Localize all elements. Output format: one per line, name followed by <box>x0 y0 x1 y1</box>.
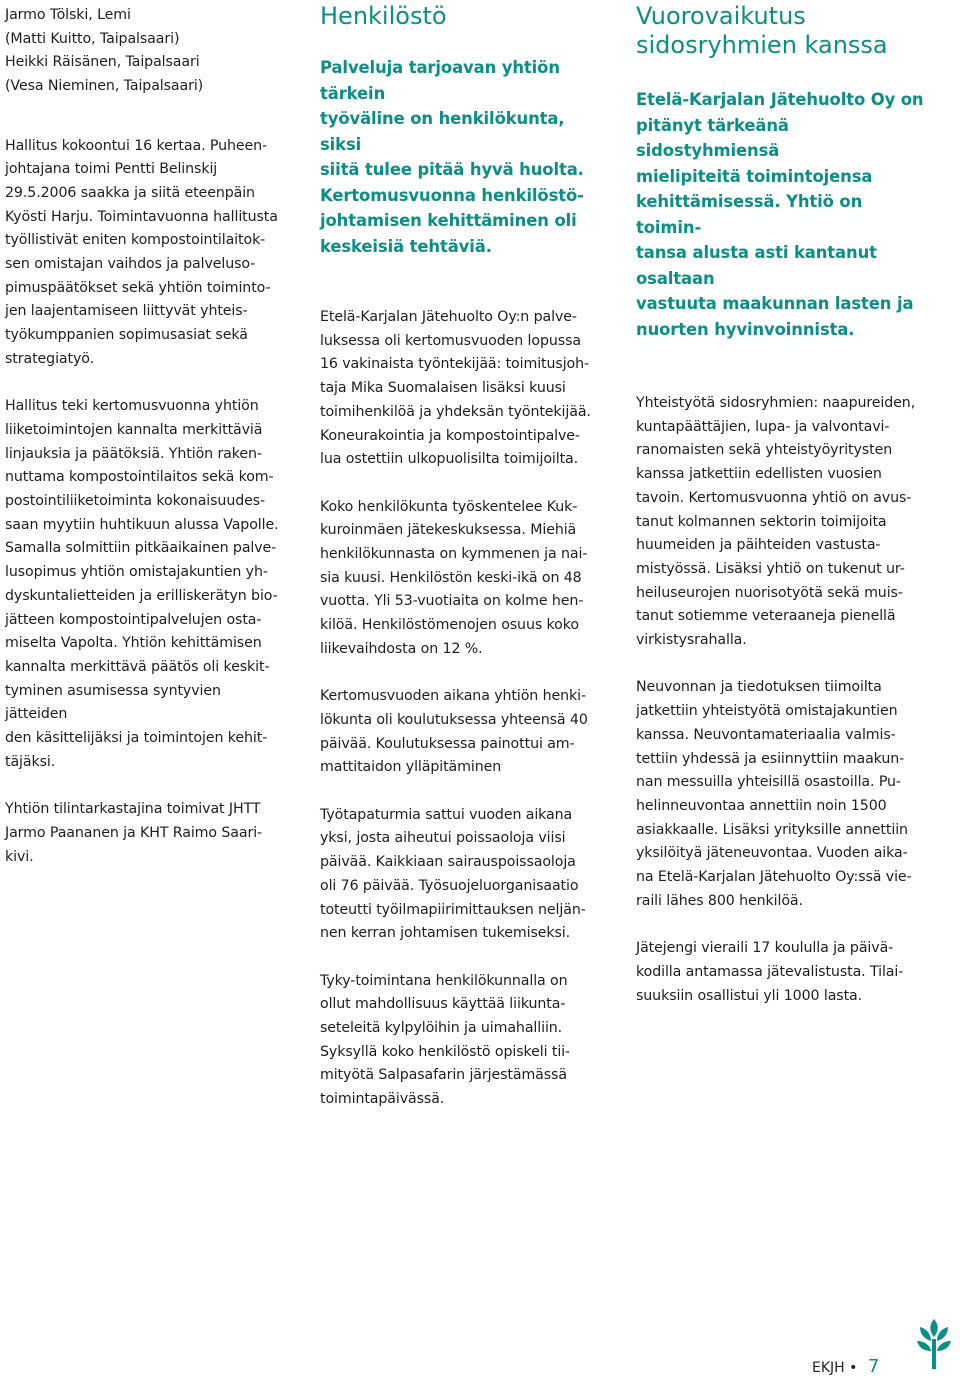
text-line: kuroinmäen jätekeskuksessa. Miehiä <box>320 522 577 539</box>
text-line: kivi. <box>5 848 34 865</box>
text-line: kuntapäättäjien, lupa- ja valvontavi- <box>636 418 890 435</box>
text-line: päivää. Kaikkiaan sairauspoissaoloja <box>320 854 576 871</box>
text-line: huumeiden ja päihteiden vastusta- <box>636 537 881 554</box>
lead-line: Etelä-Karjalan Jätehuolto Oy on <box>636 90 924 109</box>
text-line: Koneurakointia ja kompostointipalve- <box>320 427 580 444</box>
paragraph-training <box>320 685 610 780</box>
text-line: mityötä Salpasafarin järjestämässä <box>320 1067 567 1084</box>
text-line: sia kuusi. Henkilöstön keski-ikä on 48 <box>320 569 582 586</box>
section-heading-staff: Henkilöstö <box>320 2 447 30</box>
text-line: (Matti Kuitto, Taipalsaari) <box>5 30 180 47</box>
column-3 <box>636 2 926 1008</box>
text-line: toimintapäivässä. <box>320 1091 445 1108</box>
text-line: dyskuntalietteiden ja erilliskerätyn bio- <box>5 587 278 604</box>
text-line: päivää. Koulutuksessa painottui am- <box>320 735 575 752</box>
board-members-list <box>5 4 287 99</box>
text-line: seteleitä kylpylöihin ja uimahalliin. <box>320 1020 563 1037</box>
text-line: tettiin yhdessä ja esiinnyttiin maakun- <box>636 750 905 767</box>
paragraph-employees <box>320 306 610 472</box>
text-line: liikevaihdosta on 12 %. <box>320 640 483 657</box>
text-line: toteutti työilmapiirimittauksen neljän- <box>320 901 586 918</box>
lead-line: siitä tulee pitää hyvä huolta. <box>320 160 584 179</box>
paragraph-wellbeing <box>320 970 610 1112</box>
text-line: täjäksi. <box>5 753 56 770</box>
text-line: Hallitus kokoontui 16 kertaa. Puheen- <box>5 137 268 154</box>
text-line: Neuvonnan ja tiedotuksen tiimoilta <box>636 679 882 696</box>
text-line: sen omistajan vaihdos ja palveluso- <box>5 256 256 273</box>
text-line: työkumppanien sopimusasiat sekä <box>5 327 248 344</box>
lead-line: kehittämisessä. Yhtiö on toimin- <box>636 192 863 237</box>
text-line: mistyössä. Lisäksi yhtiö on tukenut ur- <box>636 560 905 577</box>
text-line: strategiatyö. <box>5 350 95 367</box>
text-line: tanut kolmannen sektorin toimijoita <box>636 513 887 530</box>
text-line: Syksyllä koko henkilöstö opiskeli tii- <box>320 1043 571 1060</box>
text-line: Hallitus teki kertomusvuonna yhtiön <box>5 398 259 415</box>
footer-label-group <box>812 1356 879 1377</box>
lead-line: keskeisiä tehtäviä. <box>320 236 492 256</box>
lead-line: työväline on henkilökunta, siksi <box>320 109 565 154</box>
text-line: jatkettiin yhteistyötä omistajakuntien <box>636 703 898 720</box>
text-line: miselta Vapolta. Yhtiön kehittämisen <box>5 635 262 652</box>
lead-line: Kertomusvuonna henkilöstö- <box>320 185 584 205</box>
text-line: nuttama kompostointilaitos sekä kom- <box>5 469 274 486</box>
text-line: tyminen asumisessa syntyvien jätteiden <box>5 682 221 723</box>
text-line: (Vesa Nieminen, Taipalsaari) <box>5 78 204 95</box>
page-footer <box>812 1321 922 1381</box>
text-line: Työtapaturmia sattui vuoden aikana <box>320 806 573 823</box>
text-line: taja Mika Suomalaisen lisäksi kuusi <box>320 380 566 397</box>
column-2 <box>320 2 610 1112</box>
text-line: toimihenkilöä ja yhdeksän työntekijää. <box>320 403 591 420</box>
text-line: Koko henkilökunta työskentelee Kuk- <box>320 498 578 515</box>
text-line: Yhtiön tilintarkastajina toimivat JHTT <box>5 801 261 818</box>
text-line: ollut mahdollisuus käyttää liikunta- <box>320 996 566 1013</box>
paragraph-advisory <box>636 676 926 913</box>
text-line: jätteen kompostointipalvelujen osta- <box>5 611 262 628</box>
lead-line: johtamisen kehittäminen oli <box>320 211 577 230</box>
text-line: Kyösti Harju. Toimintavuonna hallitusta <box>5 208 278 225</box>
text-line: den käsittelijäksi ja toimintojen kehit- <box>5 730 268 747</box>
text-line: nen kerran johtamisen tukemiseksi. <box>320 925 571 942</box>
paragraph-board-meetings <box>5 135 287 372</box>
text-line: asiakkaalle. Lisäksi yrityksille annettiin <box>636 821 908 838</box>
text-line: kanssa. Neuvontamateriaalia valmis- <box>636 726 896 743</box>
text-line: Yhteistyötä sidosryhmien: naapureiden, <box>636 395 916 411</box>
paragraph-cooperation <box>636 392 926 653</box>
separator-dot: • <box>849 1360 858 1376</box>
text-line: kilöä. Henkilöstömenojen osuus koko <box>320 617 579 634</box>
text-line: Kertomusvuoden aikana yhtiön henki- <box>320 688 586 705</box>
text-line: jen laajentamiseen liittyvät yhteis- <box>5 303 248 320</box>
column-1 <box>5 4 287 869</box>
text-line: 16 vakinaista työntekijää: toimitusjoh- <box>320 356 590 373</box>
text-line: tanut sotiemme veteraaneja pienellä <box>636 608 896 625</box>
text-line: Jätejengi vieraili 17 koululla ja päivä- <box>636 940 894 957</box>
text-line: Jarmo Paananen ja KHT Raimo Saari- <box>5 824 263 841</box>
heading-line: Vuorovaikutus <box>636 2 806 30</box>
text-line: Heikki Räisänen, Taipalsaari <box>5 54 200 71</box>
text-line: helinneuvontaa annettiin noin 1500 <box>636 797 887 814</box>
text-line: postointiliiketoiminta kokonaisuudes- <box>5 493 266 510</box>
text-line: oli 76 päivää. Työsuojeluorganisaatio <box>320 877 579 894</box>
text-line: lua ostettiin ulkopuolisilta toimijoilta. <box>320 451 579 468</box>
lead-paragraph-stakeholders <box>636 87 926 342</box>
lead-line: mielipiteitä toimintojensa <box>636 166 873 186</box>
paragraph-staff-demographics <box>320 496 610 662</box>
lead-paragraph-staff <box>320 55 610 259</box>
paragraph-board-decisions <box>5 395 287 774</box>
lead-line: Palveluja tarjoavan yhtiön tärkein <box>320 58 560 103</box>
text-line: kodilla antamassa jätevalistusta. Tilai- <box>636 963 904 980</box>
text-line: henkilökunnasta on kymmenen ja nai- <box>320 546 588 563</box>
text-line: lusopimus yhtiön omistajakuntien yh- <box>5 564 268 581</box>
text-line: Tyky-toimintana henkilökunnalla on <box>320 972 568 989</box>
text-line: nan messuilla yhteisillä osastoilla. Pu- <box>636 774 901 791</box>
text-line: Etelä-Karjalan Jätehuolto Oy:n palve- <box>320 309 577 325</box>
text-line: liiketoimintojen kannalta merkittäviä <box>5 421 263 438</box>
lead-line: tansa alusta asti kantanut osaltaan <box>636 243 877 288</box>
paragraph-auditors <box>5 798 287 869</box>
text-line: raili lähes 800 henkilöä. <box>636 892 803 909</box>
text-line: Jarmo Tölski, Lemi <box>5 7 131 23</box>
text-line: kannalta merkittävä päätös oli keskit- <box>5 658 270 675</box>
text-line: lökunta oli koulutuksessa yhteensä 40 <box>320 711 588 728</box>
text-line: luksessa oli kertomusvuoden lopussa <box>320 332 581 349</box>
text-line: yksi, josta aiheutui poissaoloja viisi <box>320 830 566 847</box>
text-line: pimuspäätökset sekä yhtiön toiminto- <box>5 279 271 296</box>
text-line: työllistivät eniten kompostointilaitok- <box>5 232 266 249</box>
text-line: kanssa jatkettiin edellisten vuosien <box>636 466 882 483</box>
text-line: suuksiin osallistui yli 1000 lasta. <box>636 987 863 1004</box>
text-line: tavoin. Kertomusvuonna yhtiö on avus- <box>636 489 912 506</box>
text-line: Samalla solmittiin pitkäaikainen palve- <box>5 540 277 557</box>
text-line: heiluseurojen nuorisotyötä sekä muis- <box>636 584 903 601</box>
text-line: 29.5.2006 saakka ja siitä eteenpäin <box>5 184 255 201</box>
publication-label: EKJH <box>812 1360 845 1376</box>
lead-line: vastuuta maakunnan lasten ja <box>636 294 914 313</box>
text-line: yksilöityä jäteneuvontaa. Vuoden aika- <box>636 845 908 862</box>
text-line: vuotta. Yli 53-vuotiaita on kolme hen- <box>320 593 584 610</box>
section-heading-stakeholders <box>636 2 926 60</box>
tree-logo-icon <box>916 1317 952 1369</box>
paragraph-jatejengi <box>636 937 926 1008</box>
text-line: na Etelä-Karjalan Jätehuolto Oy:ssä vie- <box>636 869 912 886</box>
text-line: virkistysrahalla. <box>636 632 747 649</box>
text-line: johtajana toimi Pentti Belinskij <box>5 161 218 178</box>
text-line: linjauksia ja päätöksiä. Yhtiön raken- <box>5 445 262 462</box>
lead-line: nuorten hyvinvoinnista. <box>636 319 855 339</box>
lead-line: pitänyt tärkeänä sidostyhmiensä <box>636 115 789 160</box>
heading-line: sidosryhmien kanssa <box>636 31 888 59</box>
text-line: mattitaidon ylläpitäminen <box>320 759 502 776</box>
text-line: saan myytiin huhtikuun alussa Vapolle. <box>5 516 279 533</box>
text-line: ranomaisten sekä yhteistyöyritysten <box>636 442 893 459</box>
paragraph-safety <box>320 804 610 946</box>
page-number: 7 <box>867 1356 880 1377</box>
